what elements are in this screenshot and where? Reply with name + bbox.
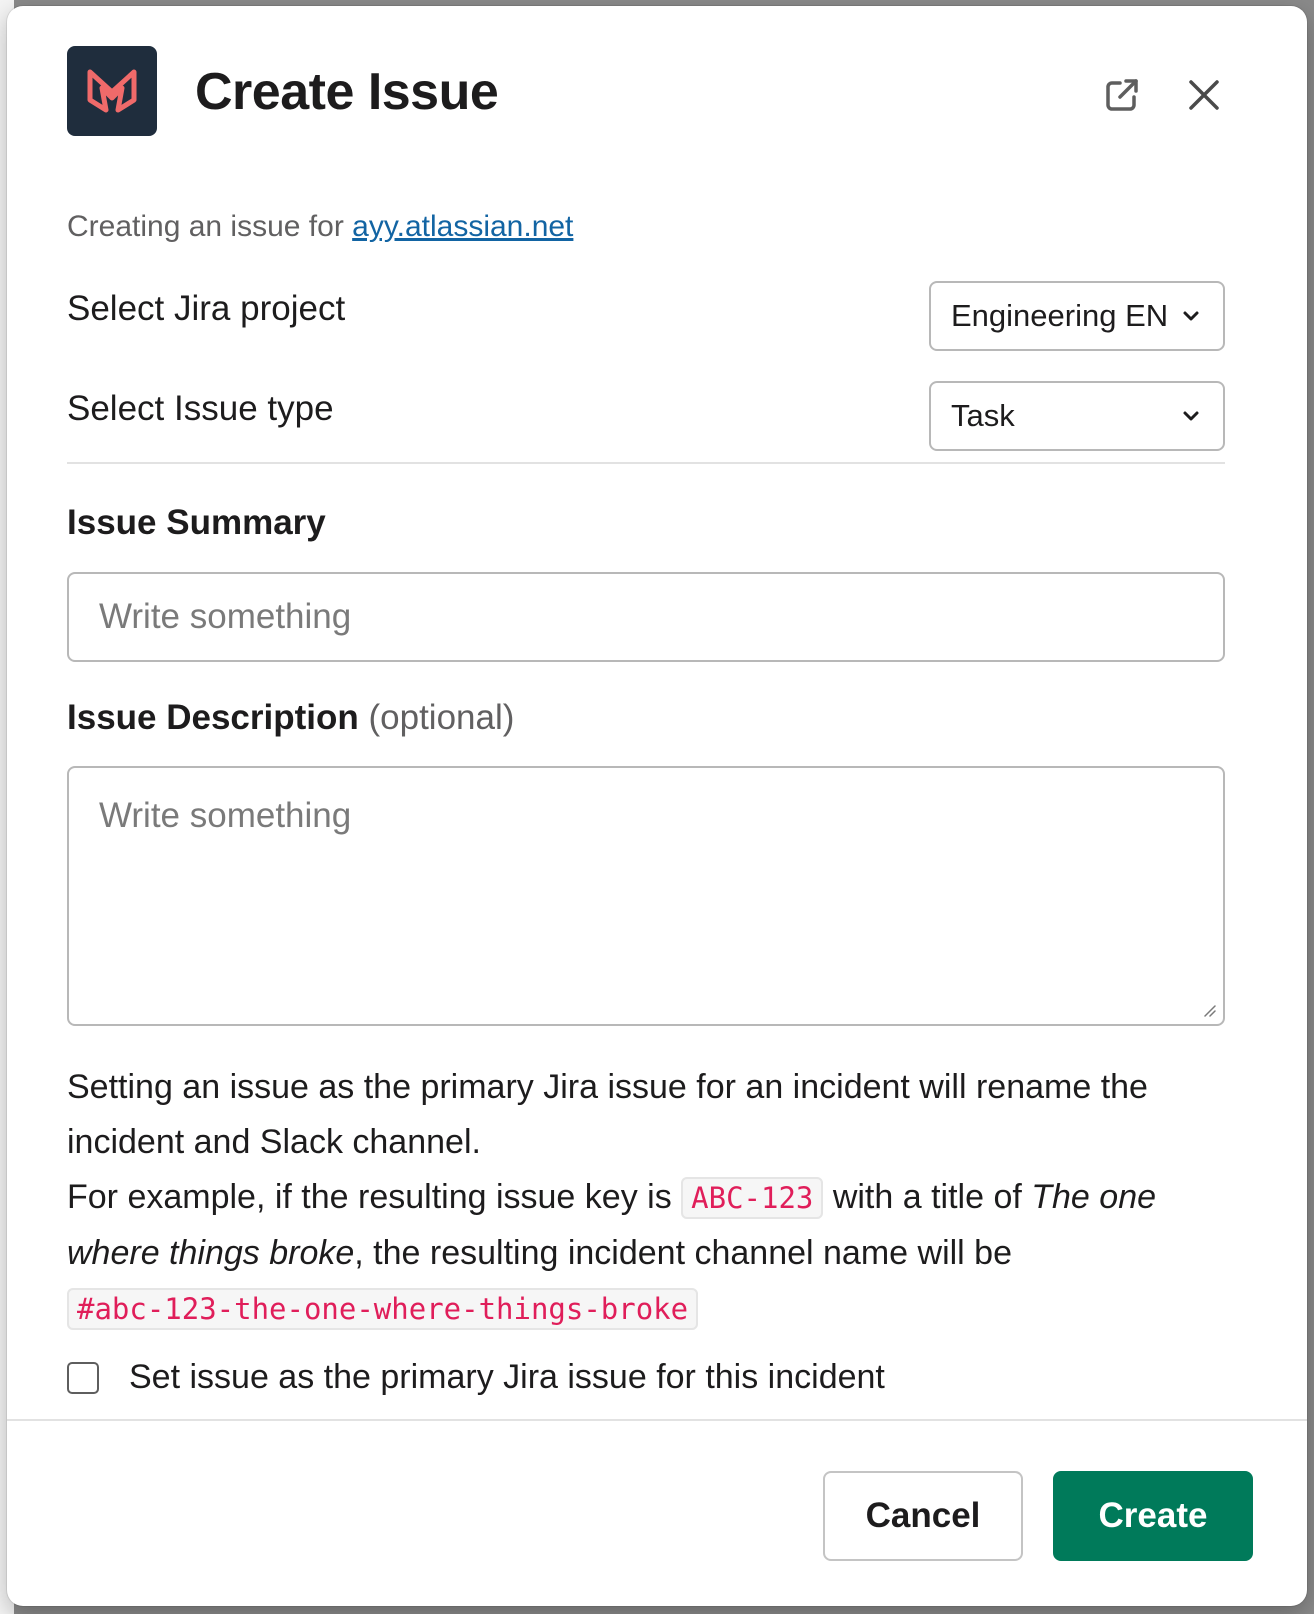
footer-divider bbox=[7, 1419, 1307, 1421]
create-button[interactable]: Create bbox=[1053, 1471, 1253, 1561]
summary-label: Issue Summary bbox=[67, 503, 326, 542]
close-icon[interactable] bbox=[1179, 70, 1229, 120]
primary-issue-help bbox=[67, 1060, 1227, 1337]
section-divider bbox=[67, 462, 1225, 464]
create-issue-modal bbox=[7, 6, 1307, 1606]
example-mid: with a title of bbox=[823, 1178, 1032, 1216]
creating-prefix: Creating an issue for bbox=[67, 210, 353, 243]
issue-type-select[interactable] bbox=[929, 381, 1225, 451]
description-label bbox=[67, 698, 514, 738]
project-select[interactable] bbox=[929, 281, 1225, 351]
cancel-button[interactable]: Cancel bbox=[823, 1471, 1023, 1561]
example-prefix: For example, if the resulting issue key is bbox=[67, 1178, 682, 1216]
project-select-value: Engineering EN bbox=[951, 298, 1169, 333]
primary-issue-option[interactable] bbox=[67, 1358, 885, 1397]
primary-issue-checkbox[interactable] bbox=[67, 1362, 99, 1394]
modal-header bbox=[7, 6, 1307, 186]
open-external-icon[interactable] bbox=[1097, 70, 1147, 120]
optional-tag: (optional) bbox=[368, 698, 515, 737]
primary-issue-checkbox-label[interactable]: Set issue as the primary Jira issue for this incident bbox=[129, 1358, 885, 1396]
example-suffix: , the resulting incident channel name will be bbox=[354, 1234, 1013, 1272]
summary-placeholder: Write something bbox=[99, 597, 352, 636]
example-issue-key: ABC-123 bbox=[681, 1177, 823, 1219]
site-link[interactable]: ayy.atlassian.net bbox=[352, 210, 574, 243]
summary-input[interactable] bbox=[67, 572, 1225, 662]
help-line-1: Setting an issue as the primary Jira issue for an incident will rename the incident and Slack channel. bbox=[67, 1068, 1148, 1161]
resize-handle-icon[interactable] bbox=[1201, 1002, 1217, 1018]
project-label: Select Jira project bbox=[67, 289, 346, 328]
description-label-text: Issue Description bbox=[67, 698, 359, 737]
description-input[interactable] bbox=[67, 766, 1225, 1026]
chevron-down-icon bbox=[1179, 404, 1203, 428]
example-channel-name: #abc-123-the-one-where-things-broke bbox=[67, 1288, 698, 1330]
chevron-down-icon bbox=[1179, 304, 1203, 328]
app-logo-icon bbox=[67, 46, 157, 136]
help-line-2 bbox=[67, 1170, 1227, 1337]
description-placeholder: Write something bbox=[99, 796, 352, 835]
modal-title: Create Issue bbox=[195, 63, 499, 121]
creating-for-text bbox=[67, 210, 573, 244]
issue-type-select-value: Task bbox=[951, 398, 1015, 433]
issue-type-label: Select Issue type bbox=[67, 389, 334, 428]
example-title: The one where things broke bbox=[67, 1178, 1157, 1272]
